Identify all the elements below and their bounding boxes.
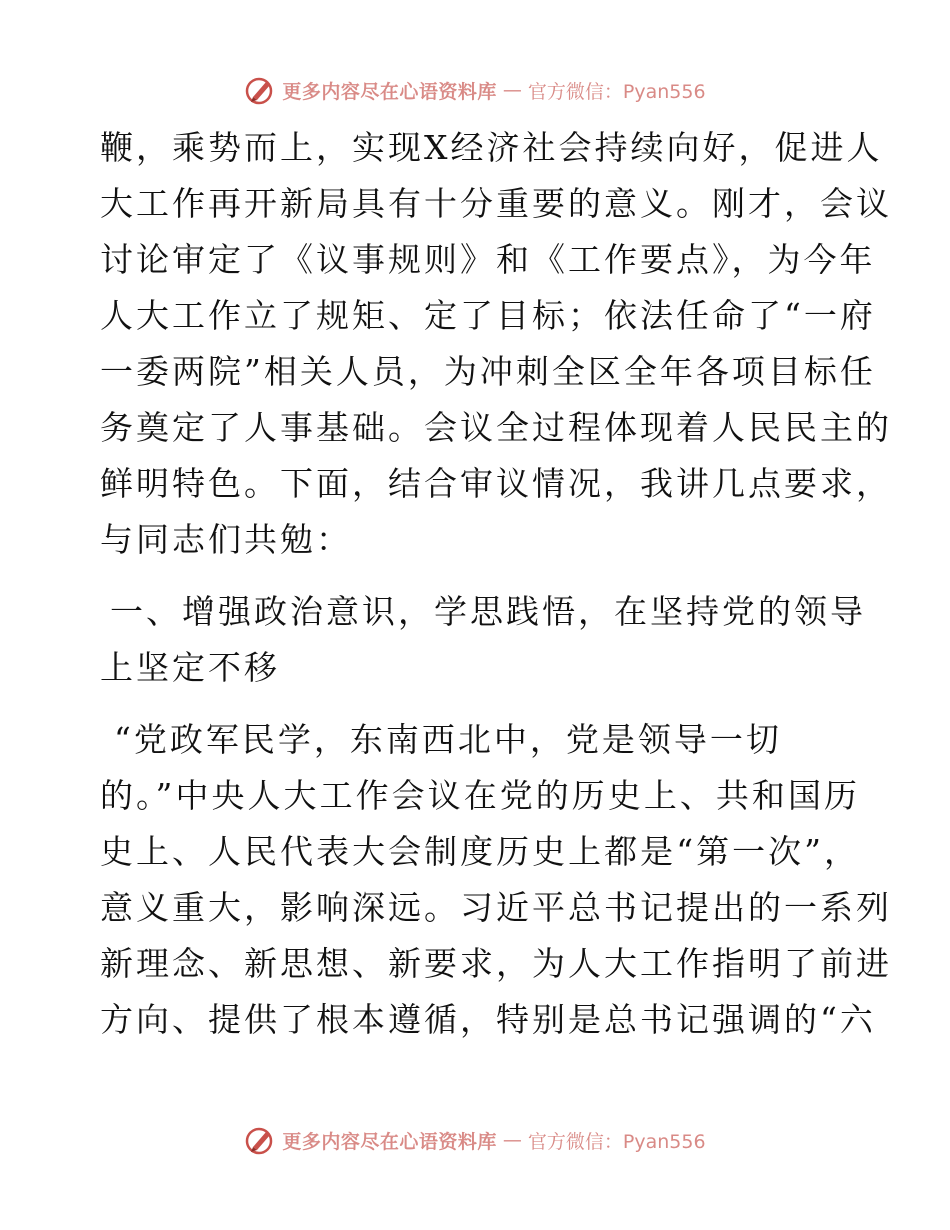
text-line: 务奠定了人事基础。会议全过程体现着人民民主的 — [100, 408, 892, 447]
text-line: 鞭，乘势而上，实现X经济社会持续向好，促进人 — [100, 128, 883, 167]
watermark-main-text: 更多内容尽在心语资料库 — [282, 80, 497, 103]
footer-watermark — [0, 1120, 950, 1160]
section-heading — [100, 584, 866, 696]
heading-line: 一、增强政治意识，学思践悟，在坚持党的领导 — [110, 592, 866, 631]
text-line: 大工作再开新局具有十分重要的意义。刚才，会议 — [100, 184, 892, 223]
watermark-wechat-text: 官方微信：Pyan556 — [527, 1130, 706, 1153]
watermark-dash: — — [502, 79, 522, 101]
document-body — [100, 120, 892, 1048]
text-line: “党政军民学，东南西北中，党是领导一切 — [114, 720, 782, 759]
pen-logo-icon — [244, 1124, 276, 1156]
header-watermark — [0, 70, 950, 110]
text-line: 意义重大，影响深远。习近平总书记提出的一系列 — [100, 888, 892, 927]
text-line: 与同志们共勉： — [100, 520, 352, 559]
paragraph-intro — [100, 120, 892, 568]
pen-logo-icon — [244, 74, 276, 106]
text-line: 方向、提供了根本遵循，特别是总书记强调的“六 — [100, 1000, 876, 1039]
watermark-main-text: 更多内容尽在心语资料库 — [282, 1130, 497, 1153]
text-line: 讨论审定了《议事规则》和《工作要点》，为今年 — [100, 240, 876, 279]
text-line: 鲜明特色。下面，结合审议情况，我讲几点要求， — [100, 464, 892, 503]
text-line: 人大工作立了规矩、定了目标；依法任命了“一府 — [100, 296, 876, 335]
heading-line: 上坚定不移 — [100, 648, 280, 687]
text-line: 的。”中央人大工作会议在党的历史上、共和国历 — [100, 776, 860, 815]
paragraph-quote — [100, 712, 892, 1048]
text-line: 一委两院”相关人员，为冲刺全区全年各项目标任 — [100, 352, 876, 391]
watermark-wechat-text: 官方微信：Pyan556 — [527, 80, 706, 103]
text-line: 史上、人民代表大会制度历史上都是“第一次”， — [100, 832, 860, 871]
watermark-dash: — — [502, 1129, 522, 1151]
text-line: 新理念、新思想、新要求，为人大工作指明了前进 — [100, 944, 892, 983]
